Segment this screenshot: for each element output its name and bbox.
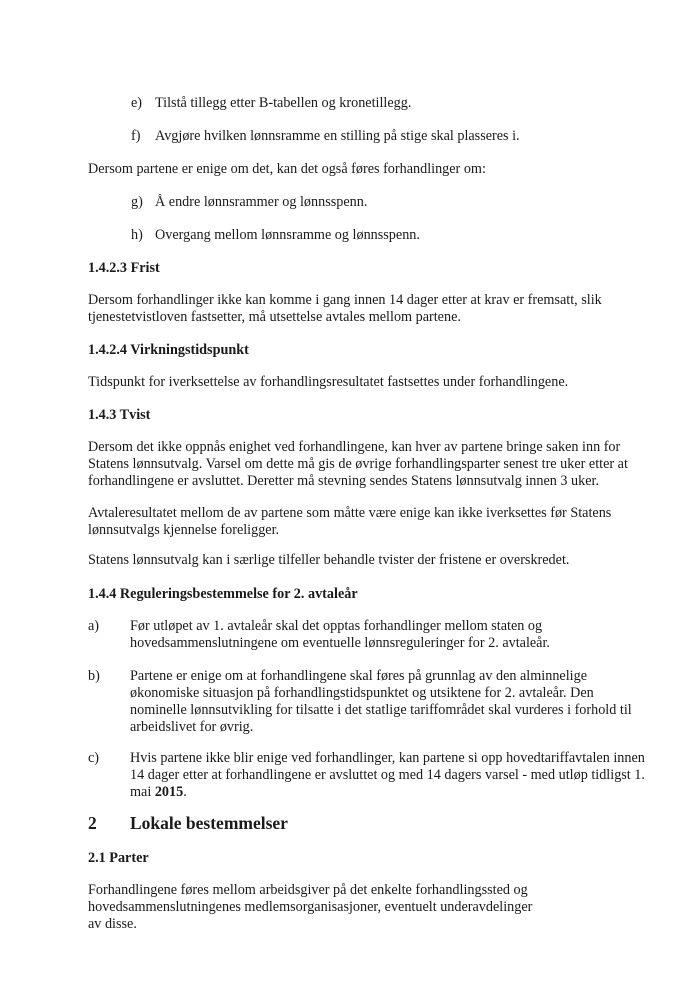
list-label: h) (131, 227, 143, 243)
list-label: g) (131, 194, 143, 210)
paragraph-parter: Forhandlingene føres mellom arbeidsgiver på det enkelte forhandlingssted og hovedsammenslutningenes medlemsorganisasjoner, eventuelt underavdelinger av disse. (88, 882, 533, 932)
list-text: Tilstå tillegg etter B-tabellen og kronetillegg. (155, 95, 412, 111)
list-text: Partene er enige om at forhandlingene skal føres på grunnlag av den alminnelige økonomiske situasjon på forhandlingstidspunktet og utsiktene for 2. avtaleår. Den nominelle lønnsutvikling for tilsatte i det statlige tariffområdet skal vurderes i forhold til arbeidslivet for øvrig. (130, 668, 632, 735)
heading-1-4-3: 1.4.3 Tvist (88, 407, 151, 423)
paragraph-virkningstidspunkt: Tidspunkt for iverksettelse av forhandlingsresultatet fastsettes under forhandlingene. (88, 374, 569, 390)
heading-1-4-4: 1.4.4 Reguleringsbestemmelse for 2. avtaleår (88, 586, 358, 602)
list-text: Overgang mellom lønnsramme og lønnsspenn. (155, 227, 420, 243)
list-label: f) (131, 128, 141, 144)
paragraph-tvist-2: Avtaleresultatet mellom de av partene som måtte være enige kan ikke iverksettes før Statens lønnsutvalgs kjennelse foreligger. (88, 505, 612, 538)
list-label: c) (88, 750, 100, 766)
section-2-number: 2 (88, 813, 97, 833)
paragraph-tvist-3: Statens lønnsutvalg kan i særlige tilfeller behandle tvister der fristene er overskredet. (88, 552, 570, 568)
list-label: b) (88, 668, 100, 684)
paragraph-frist: Dersom forhandlinger ikke kan komme i gang innen 14 dager etter at krav er fremsatt, slik tjenestetvistloven fastsetter, må utsettelse avtales mellom partene. (88, 292, 602, 325)
paragraph-tvist-1: Dersom det ikke oppnås enighet ved forhandlingene, kan hver av partene bringe saken inn for Statens lønnsutvalg. Varsel om dette må gis de øvrige forhandlingsparter senest tre uker etter at forhandlingene er avsluttet. Deretter må stevning sendes Statens lønnsutvalg innen 3 uker. (88, 439, 628, 489)
year-bold: 2015 (154, 784, 184, 800)
section-2-title: Lokale bestemmelser (130, 813, 288, 833)
list-text (130, 750, 650, 801)
list-text: Før utløpet av 1. avtaleår skal det opptas forhandlinger mellom staten og hovedsammenslutningene om eventuelle lønnsreguleringer for 2. avtaleår. (130, 618, 550, 651)
list-label: a) (88, 618, 100, 634)
intro-paragraph: Dersom partene er enige om det, kan det også føres forhandlinger om: (88, 161, 486, 177)
heading-2-1: 2.1 Parter (88, 850, 149, 866)
list-label: e) (131, 95, 143, 111)
list-text: Å endre lønnsrammer og lønnsspenn. (155, 194, 368, 210)
list-text-end: . (183, 784, 187, 800)
list-text-part: Hvis partene ikke blir enige ved forhandlinger, kan partene si opp hovedtariffavtalen innen 14 dager etter at forhandlingene er avsluttet og med 14 dagers varsel - med utløp tidligst 1. mai (130, 750, 645, 800)
heading-1-4-2-3: 1.4.2.3 Frist (88, 260, 160, 276)
heading-1-4-2-4: 1.4.2.4 Virkningstidspunkt (88, 342, 249, 358)
list-text: Avgjøre hvilken lønnsramme en stilling på stige skal plasseres i. (155, 128, 520, 144)
